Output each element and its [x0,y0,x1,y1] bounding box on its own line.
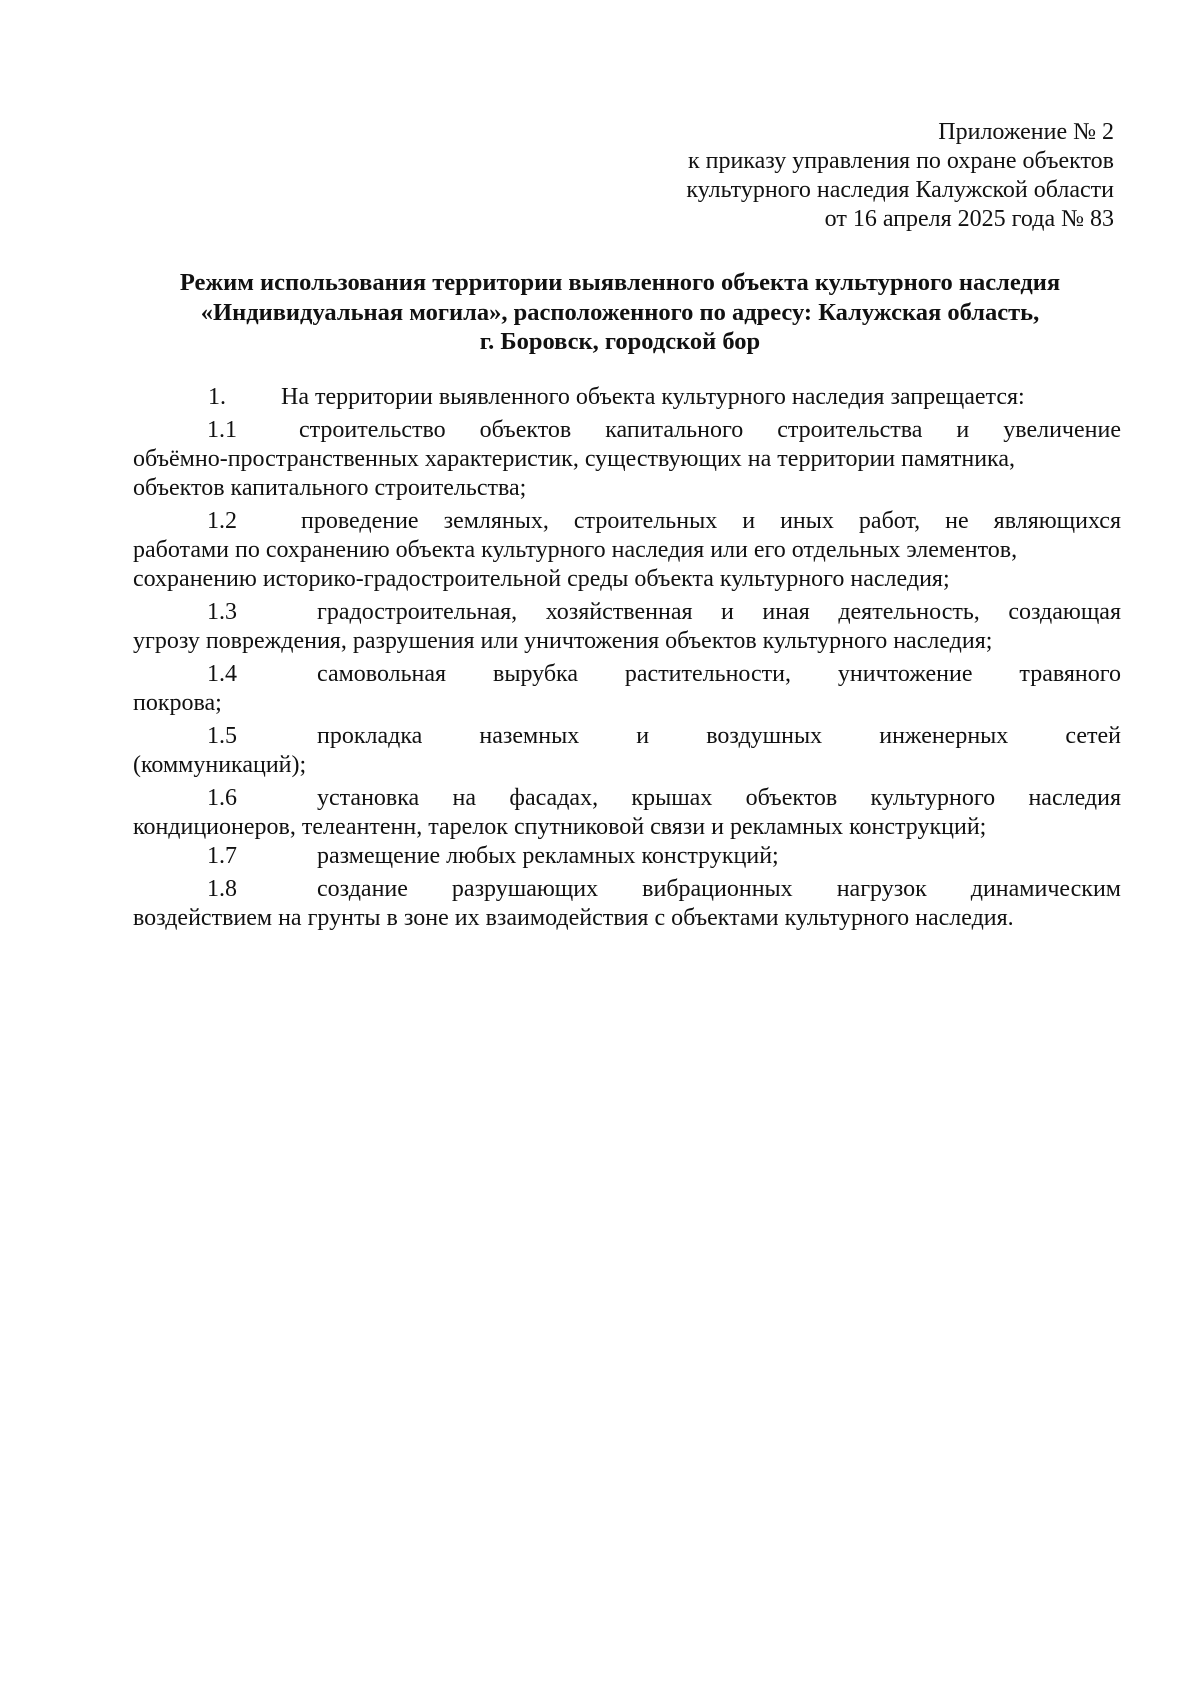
item-text: создание разрушающих вибрационных нагрузок динамическим [317,876,1121,902]
item-text: строительство объектов капитального строительства и увеличение [299,417,1121,443]
item-text-line: кондиционеров, телеантенн, тарелок спутниковой связи и рекламных конструкций; [133,814,987,840]
list-item [133,507,1121,594]
document-body [133,383,1121,933]
list-item [133,598,1121,656]
item-number: 1.2 [207,508,237,534]
item-text: проведение земляных, строительных и иных работ, не являющихся [301,508,1121,534]
intro-number: 1. [208,384,226,410]
item-text-line: работами по сохранению объекта культурного наследия или его отдельных элементов, [133,537,1018,563]
item-text-line: покрова; [133,690,222,716]
item-text-line: сохранению историко-градостроительной среды объекта культурного наследия; [133,566,950,592]
title-line-1: Режим использования территории выявленного объекта культурного наследия [179,269,1061,296]
list-item [133,842,1121,871]
item-number: 1.8 [207,876,237,902]
item-text-line: (коммуникаций); [133,752,307,778]
item-text-line: угрозу повреждения, разрушения или уничтожения объектов культурного наследия; [133,628,993,654]
item-number: 1.1 [207,417,237,443]
item-text-line: объектов капитального строительства; [133,475,527,501]
title-line-3: г. Боровск, городской бор [479,328,761,355]
appendix-date: от 16 апреля 2025 года № 83 [824,206,1114,232]
item-text: прокладка наземных и воздушных инженерных сетей [317,723,1121,749]
title-line-2: «Индивидуальная могила», расположенного по адресу: Калужская область, [200,298,1040,326]
item-number: 1.6 [207,785,237,811]
item-number: 1.7 [207,843,237,869]
intro-paragraph [133,383,1121,412]
item-number: 1.3 [207,599,237,625]
item-text-line: воздействием на грунты в зоне их взаимодействия с объектами культурного наследия. [133,905,1014,931]
item-text-line: объёмно-пространственных характеристик, существующих на территории памятника, [133,446,1015,472]
appendix-header [686,118,1114,234]
appendix-order-ref: к приказу управления по охране объектов [687,148,1114,174]
list-item [133,416,1121,503]
item-text: градостроительная, хозяйственная и иная деятельность, создающая [317,599,1121,625]
appendix-authority: культурного наследия Калужской области [686,177,1114,203]
item-text: установка на фасадах, крышах объектов культурного наследия [317,785,1121,811]
intro-text: На территории выявленного объекта культурного наследия запрещается: [281,384,1025,410]
document-title [110,268,1130,357]
appendix-number: Приложение № 2 [938,119,1114,145]
item-text: размещение любых рекламных конструкций; [317,843,779,869]
item-number: 1.5 [207,723,237,749]
list-item [133,722,1121,780]
item-number: 1.4 [207,661,237,687]
item-text: самовольная вырубка растительности, уничтожение травяного [317,661,1121,687]
list-item [133,784,1121,842]
list-item [133,875,1121,933]
list-item [133,660,1121,718]
